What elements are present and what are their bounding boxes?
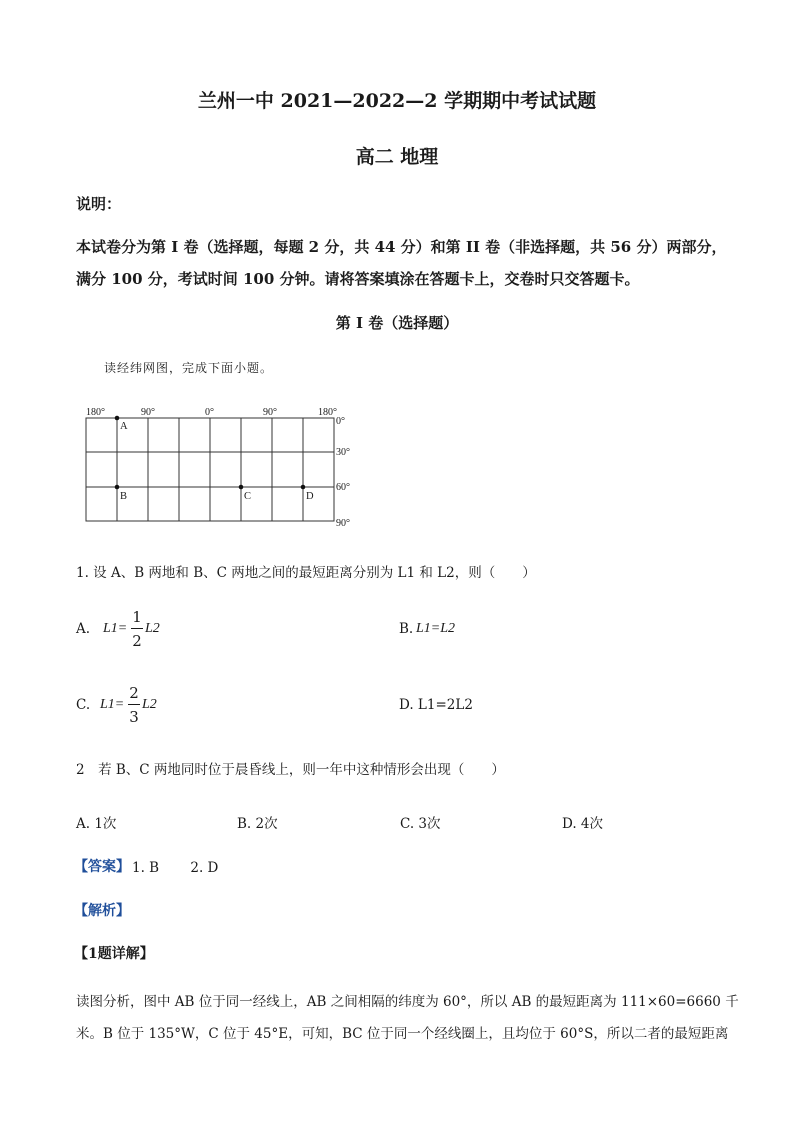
point-a-label: A: [120, 421, 128, 432]
analysis-label: 【解析】: [74, 903, 130, 919]
map-label-lat-30: 30°: [336, 447, 350, 458]
q2-option-b: B. 2次: [237, 816, 278, 832]
map-label-lat-0: 0°: [336, 416, 345, 427]
graticule-map: [80, 402, 370, 534]
map-label-90w: 90°: [141, 407, 155, 418]
section-title: 第 I 卷（选择题）: [335, 314, 459, 332]
detail-label: 【1题详解】: [74, 946, 154, 962]
point-b-dot: [115, 485, 120, 490]
point-d-dot: [301, 485, 306, 490]
q2-stem: 2 若 B、C 两地同时位于晨昏线上，则一年中这种情形会出现（ ）: [76, 762, 505, 778]
point-c-dot: [239, 485, 244, 490]
map-label-0: 0°: [205, 407, 214, 418]
notes-label: 说明：: [76, 195, 122, 213]
q1-option-d: D. L1=2L2: [399, 697, 473, 713]
q2-option-c: C. 3次: [400, 816, 441, 832]
q1-option-a-fraction-bar: [131, 628, 143, 629]
point-c-label: C: [244, 491, 252, 502]
page-subtitle: 高二 地理: [355, 146, 439, 168]
q1-option-c-fraction-bar: [128, 704, 140, 705]
notes-line-1: 本试卷分为第 I 卷（选择题，每题 2 分，共 44 分）和第 II 卷（非选择题，共 56 分）两部分，: [76, 238, 727, 256]
q2-option-d: D. 4次: [562, 816, 604, 832]
map-label-90e: 90°: [263, 407, 277, 418]
q1-option-a-label: A.: [76, 621, 91, 637]
q1-option-a-lhs: L1=: [103, 621, 128, 636]
q1-option-b-text: L1=L2: [416, 621, 456, 636]
map-label-180w: 180°: [86, 407, 105, 418]
q1-option-c-denominator: 3: [129, 708, 139, 726]
map-instruction: 读经纬网图，完成下面小题。: [104, 361, 274, 375]
q1-option-c-numerator: 2: [129, 684, 139, 702]
q1-option-b-label: B.: [399, 621, 414, 637]
answer-text: 1. B 2. D: [132, 860, 219, 876]
q2-option-a: A. 1次: [76, 816, 117, 832]
q1-option-a-numerator: 1: [132, 608, 142, 626]
q1-option-c-lhs: L1=: [100, 697, 125, 712]
analysis-line-2: 米。B 位于 135°W，C 位于 45°E，可知，BC 位于同一个经线圈上，且均位于 60°S，所以二者的最短距离: [76, 1026, 729, 1042]
point-d-label: D: [306, 491, 314, 502]
q1-stem: 1. 设 A、B 两地和 B、C 两地之间的最短距离分别为 L1 和 L2，则（ ）: [76, 565, 536, 581]
map-label-lat-60: 60°: [336, 482, 350, 493]
q1-option-a-rhs: L2: [145, 621, 160, 636]
map-label-lat-90: 90°: [336, 518, 350, 529]
q1-option-c-label: C.: [76, 697, 91, 713]
point-a-dot: [115, 416, 120, 421]
map-label-180e: 180°: [318, 407, 337, 418]
notes-line-2: 满分 100 分，考试时间 100 分钟。请将答案填涂在答题卡上，交卷时只交答题卡。: [76, 270, 640, 288]
page-title: 兰州一中 2021—2022—2 学期期中考试试题: [197, 90, 597, 112]
analysis-line-1: 读图分析，图中 AB 位于同一经线上，AB 之间相隔的纬度为 60°，所以 AB 的最短距离为 111×60=6660 千: [76, 994, 739, 1010]
q1-option-c-rhs: L2: [142, 697, 157, 712]
point-b-label: B: [120, 491, 128, 502]
q1-option-a-denominator: 2: [132, 632, 142, 650]
answer-label: 【答案】: [74, 859, 130, 875]
